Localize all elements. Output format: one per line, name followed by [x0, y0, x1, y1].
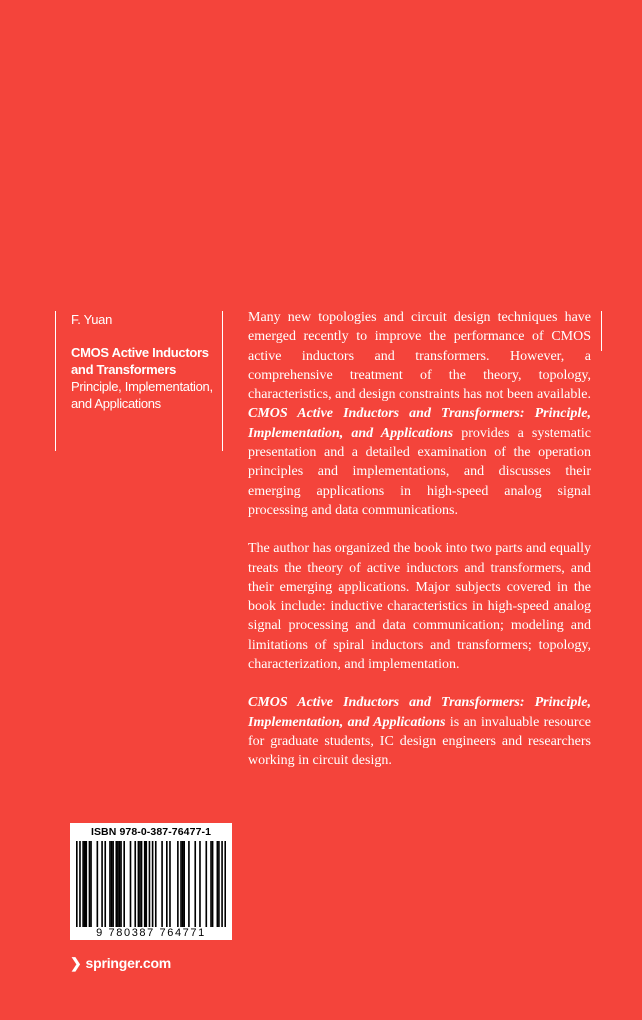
publisher-link[interactable] [70, 955, 171, 972]
barcode-bar [145, 841, 147, 927]
author-name: F. Yuan [71, 312, 113, 327]
barcode-bar [161, 841, 163, 927]
isbn-label: ISBN 978-0-387-76477-1 [90, 826, 212, 838]
description-p1-text-a: Many new topologies and circuit design techniques have emerged recently to improve the performance of CMOS active inductors and transformers. However, a comprehensive treatment of the theory, topology, characteristics, and design constraints has not been available. [248, 310, 591, 403]
barcode-bar [177, 841, 179, 927]
description-p1-text-b: provides a systematic presentation and a detailed examination of the operation principles and implementations, and discusses their emerging applications in high-speed analog signal processing and data communications. [248, 425, 591, 518]
barcode-bar [194, 841, 196, 927]
book-description [248, 308, 591, 790]
barcode-bar [152, 841, 154, 927]
isbn-barcode [70, 823, 232, 940]
barcode-bar [76, 841, 78, 927]
chevron-right-icon: ❯ [70, 955, 82, 971]
divider-middle [222, 311, 223, 451]
description-paragraph-2: The author has organized the book into two parts and equally treats the theory of active inductors and transformers, and their emerging applications. Major subjects covered in the book include: inductive characteristics in high-speed analog signal processing and data communication; modeling and limitations of spiral inductors and transformers; topology, characterization, and implementation. [248, 541, 591, 673]
barcode-bar [139, 841, 141, 927]
barcode-bar [169, 841, 171, 927]
description-paragraph-1 [248, 308, 591, 520]
side-panel [71, 311, 221, 412]
description-p3-text: is an invaluable resource for graduate students, IC design engineers and researchers working in circuit design. [248, 714, 592, 769]
barcode-bar [82, 841, 84, 927]
barcode-bar [101, 841, 103, 927]
description-paragraph-3 [248, 693, 591, 770]
barcode-bar [111, 841, 113, 927]
barcode-bar [224, 841, 226, 927]
barcode-bar [123, 841, 125, 927]
barcode-bar [218, 841, 220, 927]
barcode-bar [182, 841, 184, 927]
barcode-bar [199, 841, 201, 927]
barcode-bar [120, 841, 122, 927]
description-p1-book-title: CMOS Active Inductors and Transformers: Principle, Implementation, and Applications [248, 406, 591, 441]
barcode-bar [217, 841, 219, 927]
barcode-bar [155, 841, 157, 927]
barcode-bar [85, 841, 87, 927]
barcode-digits: 9 780387 764771 [96, 927, 206, 939]
book-title-line2: and Transformers [71, 362, 177, 377]
barcode-bar [210, 841, 212, 927]
description-p3-book-title: CMOS Active Inductors and Transformers: Principle, Implementation, and Applications [248, 695, 591, 730]
barcode-bar [149, 841, 151, 927]
barcode-bar [221, 841, 223, 927]
barcode-bar [138, 841, 140, 927]
barcode-bar [180, 841, 182, 927]
barcode-bar [130, 841, 132, 927]
barcode-bar [112, 841, 114, 927]
book-title-line1: CMOS Active Inductors [71, 345, 209, 360]
barcode-bar [84, 841, 86, 927]
barcode-bar [144, 841, 146, 927]
barcode-bar [90, 841, 92, 927]
barcode-bar [104, 841, 106, 927]
divider-right [601, 311, 602, 351]
barcode-bar [79, 841, 81, 927]
barcode-bar [141, 841, 143, 927]
book-subtitle-line1: Principle, Implementation, [71, 379, 213, 394]
barcode-bar [166, 841, 168, 927]
book-title [71, 344, 221, 378]
barcode-bar [205, 841, 207, 927]
barcode-bar [109, 841, 111, 927]
barcode-bar [115, 841, 117, 927]
book-subtitle [71, 378, 221, 412]
barcode-bar [183, 841, 185, 927]
barcode-bar [89, 841, 91, 927]
barcode-bar [188, 841, 190, 927]
barcode-bars [76, 841, 226, 927]
barcode-bar [134, 841, 136, 927]
publisher-site: springer.com [85, 955, 172, 971]
barcode-bar [97, 841, 99, 927]
barcode-bar [212, 841, 214, 927]
book-subtitle-line2: and Applications [71, 396, 161, 411]
barcode-bar [117, 841, 119, 927]
barcode-bar [119, 841, 121, 927]
divider-left [55, 311, 56, 451]
